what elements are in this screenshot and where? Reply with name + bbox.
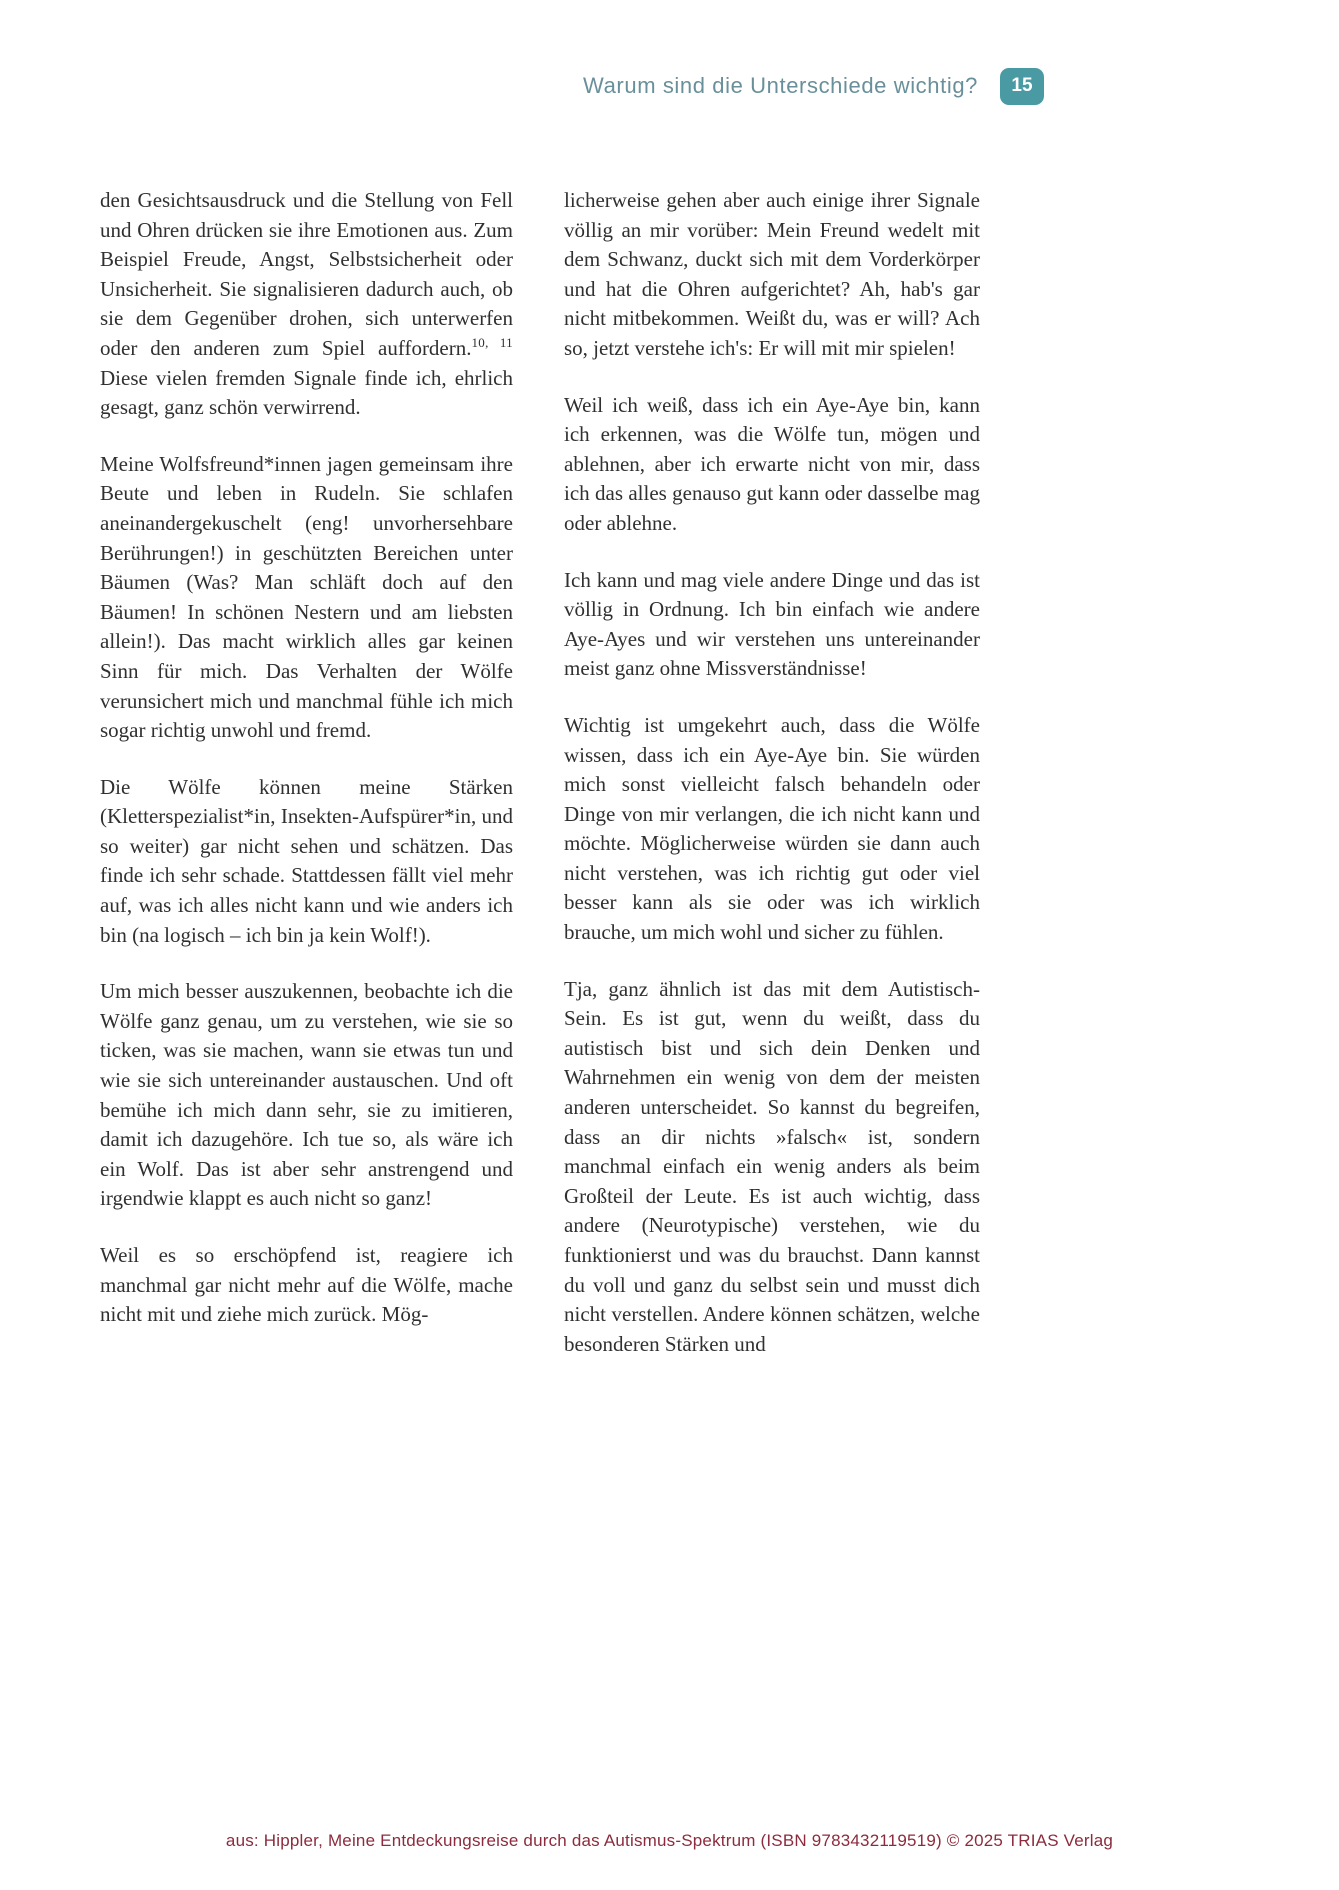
paragraph: Tja, ganz ähnlich ist das mit dem Autistisch-Sein. Es ist gut, wenn du weißt, dass du autistisch bist und sich dein Denken und Wahrnehmen ein wenig von dem der meisten anderen unterscheidet. So kannst du begreifen, dass an dir nichts »falsch« ist, sondern manchmal einfach ein wenig anders als beim Großteil der Leute. Es ist auch wichtig, dass andere (Neurotypische) verstehen, wie du funktionierst und was du brauchst. Dann kannst du voll und ganz du selbst sein und musst dich nicht verstellen. Andere können schätzen, welche besonderen Stärken und — [564, 976, 980, 1356]
page-number: 15 — [1011, 75, 1033, 96]
paragraph: licherweise gehen aber auch einige ihrer Signale völlig an mir vorüber: Mein Freund wedelt mit dem Schwanz, duckt sich mit dem Vorderkörper und hat die Ohren aufgerichtet? Ah, hab's gar nicht mitbekommen. Weißt du, was er will? Ach so, jetzt verstehe ich's: Er will mit mir spielen! — [564, 188, 980, 360]
page-footer — [0, 1831, 1339, 1851]
paragraph: Weil ich weiß, dass ich ein Aye-Aye bin, kann ich erkennen, was die Wölfe tun, mögen und ablehnen, aber ich erwarte nicht von mir, dass ich das alles genauso gut kann oder dasselbe mag oder ablehne. — [564, 392, 980, 535]
page-number-badge — [1000, 68, 1044, 105]
paragraph: Die Wölfe können meine Stärken (Kletterspezialist*in, Insekten-Aufspürer*in, und so weiter) gar nicht sehen und schätzen. Das finde ich sehr schade. Stattdessen fällt viel mehr auf, was ich alles nicht kann und wie anders ich bin (na logisch – ich bin ja kein Wolf!). — [100, 774, 513, 947]
paragraph — [100, 186, 513, 423]
paragraph: Meine Wolfsfreund*innen jagen gemeinsam ihre Beute und leben in Rudeln. Sie schlafen aneinandergekuschelt (eng! unvorhersehbare Berührungen!) in geschützten Bereichen unter Bäumen (Was? Man schläft doch auf den Bäumen! In schönen Nestern und am liebsten allein!). Das macht wirklich alles gar keinen Sinn für mich. Das Verhalten der Wölfe verunsichert mich und manchmal fühle ich mich sogar richtig unwohl und fremd. — [100, 451, 513, 743]
body-columns — [100, 186, 980, 1359]
paragraph: Ich kann und mag viele andere Dinge und das ist völlig in Ordnung. Ich bin einfach wie andere Aye-Ayes und wir verstehen uns untereinander meist ganz ohne Missverständnisse! — [564, 567, 980, 681]
column-right — [564, 186, 980, 1359]
paragraph-text: den Gesichtsausdruck und die Stellung von Fell und Ohren drücken sie ihre Emotionen aus. Zum Beispiel Freude, Angst, Selbstsicherheit oder Unsicherheit. Sie signalisieren dadurch auch, ob sie dem Gegenüber drohen, sich unterwerfen oder den anderen zum Spiel auffordern. — [100, 188, 513, 360]
imprint-line: aus: Hippler, Meine Entdeckungsreise durch das Autismus-Spektrum (ISBN 9783432119519) © 2025 TRIAS Verlag — [225, 1831, 1114, 1850]
column-left — [100, 186, 513, 1359]
paragraph: Weil es so erschöpfend ist, reagiere ich manchmal gar nicht mehr auf die Wölfe, mache nicht mit und ziehe mich zurück. Mög- — [100, 1243, 513, 1327]
page-header — [0, 66, 1044, 106]
paragraph-text: Diese vielen fremden Signale finde ich, ehrlich gesagt, ganz schön verwirrend. — [100, 365, 513, 420]
footnote-marker: 10, 11 — [471, 334, 513, 350]
paragraph: Um mich besser auszukennen, beobachte ich die Wölfe ganz genau, um zu verstehen, wie sie so ticken, was sie machen, wann sie etwas tun und wie sie sich untereinander austauschen. Und oft bemühe ich mich dann sehr, sie zu imitieren, damit ich dazugehöre. Ich tue so, als wäre ich ein Wolf. Das ist aber sehr anstrengend und irgendwie klappt es auch nicht so ganz! — [100, 979, 513, 1211]
paragraph: Wichtig ist umgekehrt auch, dass die Wölfe wissen, dass ich ein Aye-Aye bin. Sie würden mich sonst vielleicht falsch behandeln oder Dinge von mir verlangen, die ich nicht kann und möchte. Möglicherweise würden sie dann auch nicht verstehen, was ich richtig gut oder viel besser kann als sie oder was ich wirklich brauche, um mich wohl und sicher zu fühlen. — [564, 712, 980, 945]
running-head: Warum sind die Unterschiede wichtig? — [583, 73, 978, 98]
